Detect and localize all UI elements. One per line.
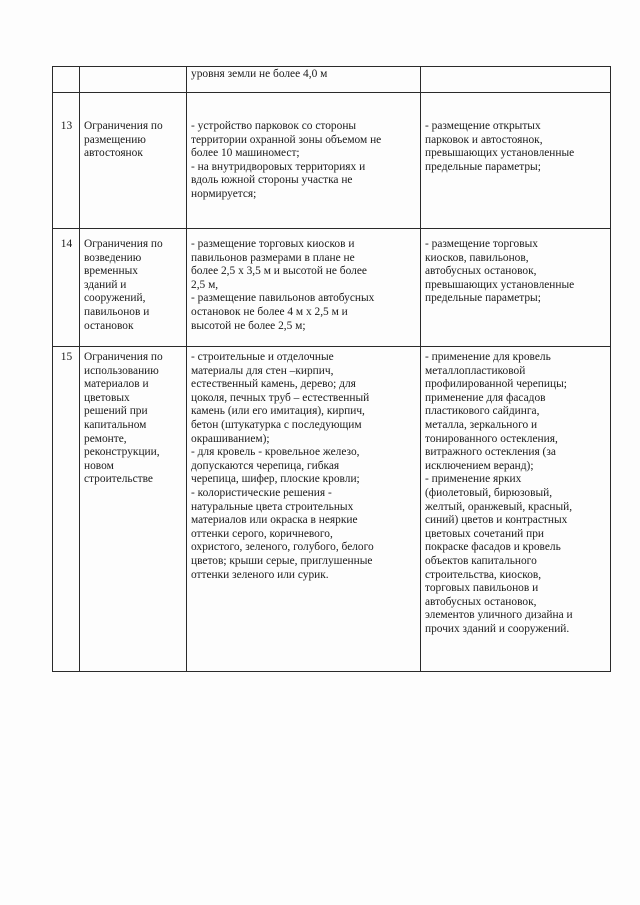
table-row: [53, 93, 611, 229]
regulations-table: [52, 66, 611, 672]
prohibited-parameters: - размещение торговых киосков, павильонов, автобусных остановок, превышающих установленные предельные параметры;: [421, 229, 611, 347]
row-number: 14: [53, 229, 80, 347]
restriction-name: Ограничения по размещению автостоянок: [80, 93, 187, 229]
row-number: 15: [53, 347, 80, 672]
restriction-name: [80, 67, 187, 93]
row-number: 13: [53, 93, 80, 229]
allowed-parameters: - размещение торговых киосков и павильонов размерами в плане не более 2,5 х 3,5 м и высотой не более 2,5 м, - размещение павильонов автобусных остановок не более 4 м х 2,5 м и высотой не более 2,5 м;: [187, 229, 421, 347]
allowed-parameters: - строительные и отделочные материалы для стен –кирпич, естественный камень, дерево; для цоколя, печных труб – естественный камень (или его имитация), кирпич, бетон (штукатурка с последующим окрашиванием); - для кровель - кровельное железо, допускаются черепица, гибкая черепица, шифер, плоские кровли; - колористические решения - натуральные цвета строительных материалов или окраска в неяркие оттенки серого, коричневого, охристого, зеленого, голубого, белого цветов; крыши серые, приглушенные оттенки зеленого или сурик.: [187, 347, 421, 672]
restriction-name: Ограничения по возведению временных зданий и сооружений, павильонов и остановок: [80, 229, 187, 347]
restriction-name: Ограничения по использованию материалов и цветовых решений при капитальном ремонте, реконструкции, новом строительстве: [80, 347, 187, 672]
table-row: [53, 229, 611, 347]
table-row: [53, 67, 611, 93]
prohibited-parameters: - размещение открытых парковок и автостоянок, превышающих установленные предельные параметры;: [421, 93, 611, 229]
allowed-parameters: уровня земли не более 4,0 м: [187, 67, 421, 93]
prohibited-parameters: - применение для кровель металлопластиковой профилированной черепицы; применение для фасадов пластикового сайдинга, металла, зеркального и тонированного остекления, витражного остекления (за исключением веранд); - применение ярких (фиолетовый, бирюзовый, желтый, оранжевый, красный, синий) цветов и контрастных цветовых сочетаний при покраске фасадов и кровель объектов капитального строительства, киосков, торговых павильонов и автобусных остановок, элементов уличного дизайна и прочих зданий и сооружений.: [421, 347, 611, 672]
table-row: [53, 347, 611, 672]
prohibited-parameters: [421, 67, 611, 93]
row-number: [53, 67, 80, 93]
allowed-parameters: - устройство парковок со стороны территории охранной зоны объемом не более 10 машиномест; - на внутридворовых территориях и вдоль южной стороны участка не нормируется;: [187, 93, 421, 229]
